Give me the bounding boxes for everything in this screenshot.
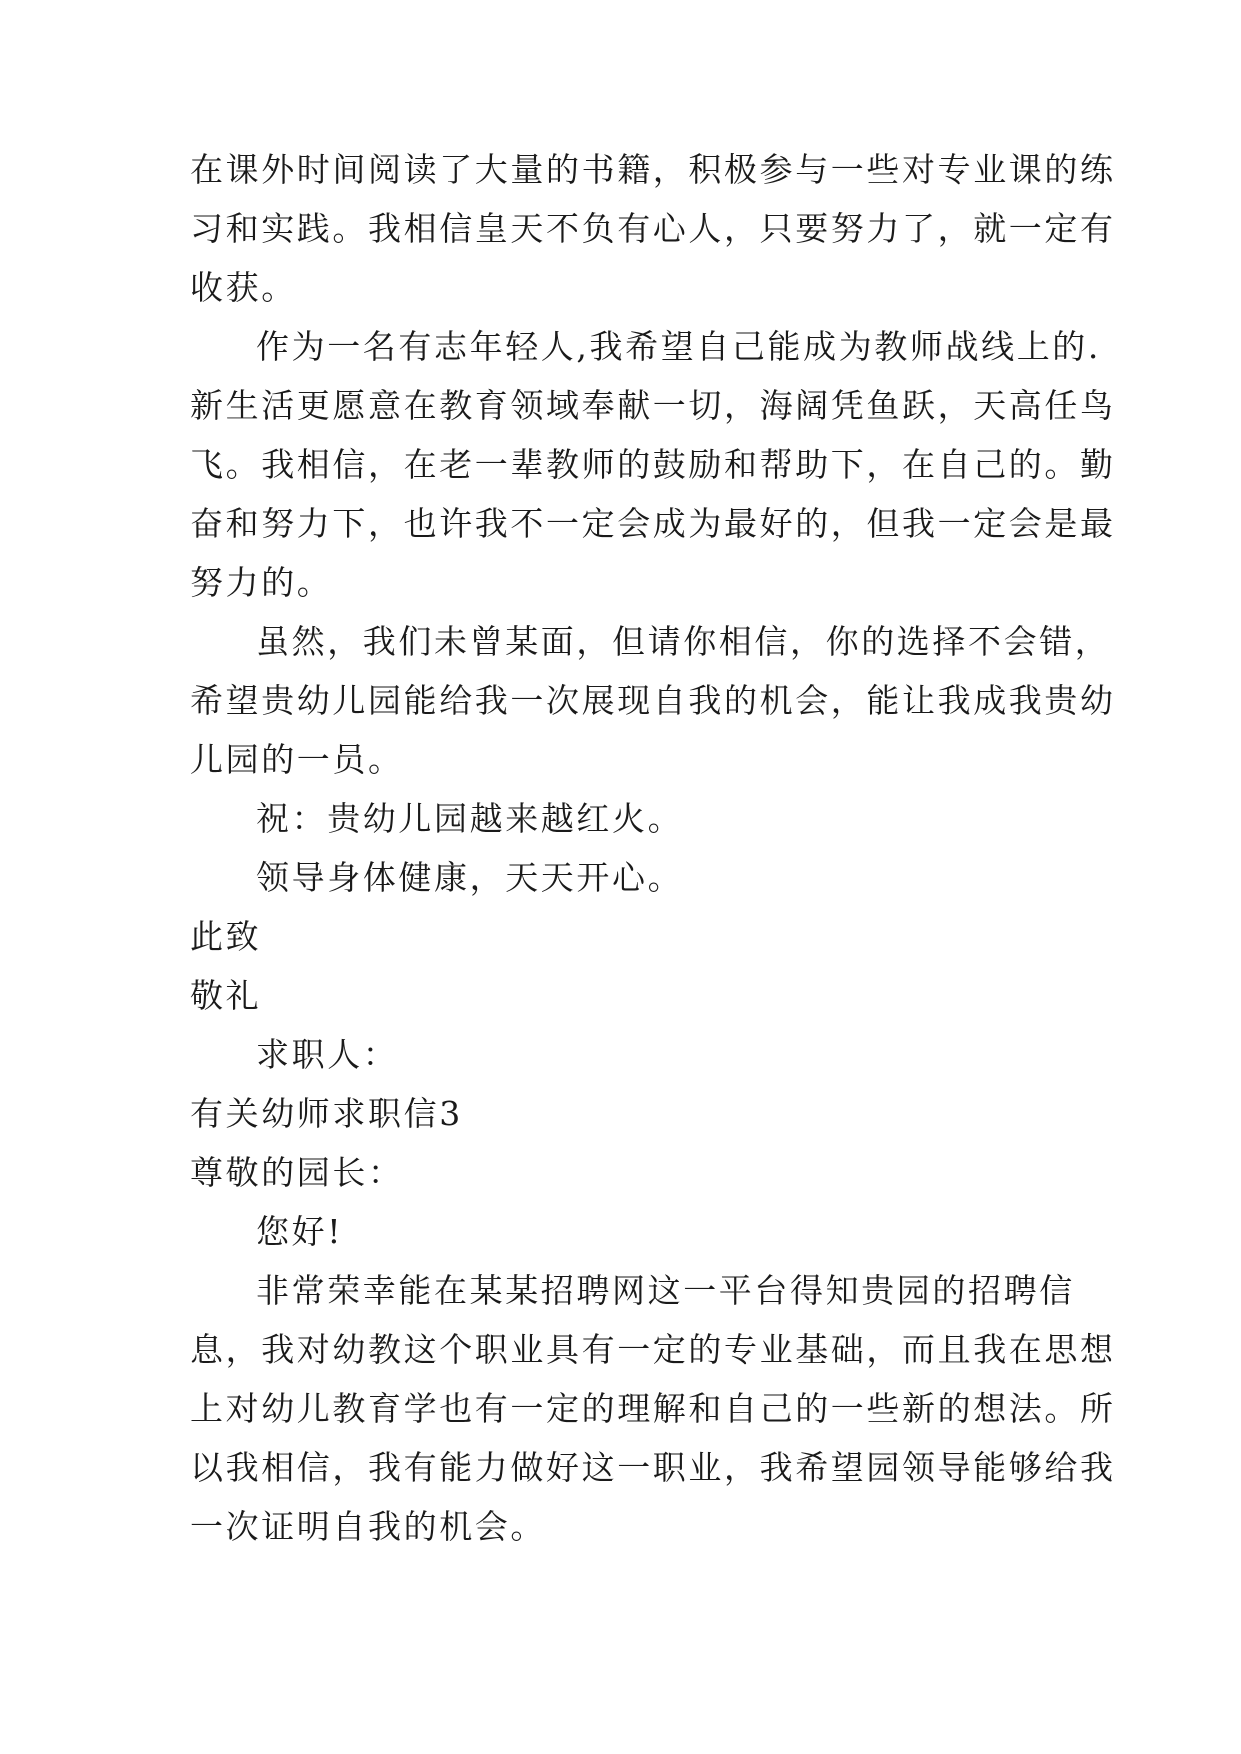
text-line: 祝：贵幼儿园越来越红火。: [256, 799, 684, 838]
text-line: 习和实践。我相信皇天不负有心人，只要努力了，就一定有: [190, 209, 1116, 248]
text-line: 儿园的一员。: [190, 740, 404, 779]
text-line: 作为一名有志年轻人,我希望自己能成为教师战线上的.: [256, 327, 1101, 366]
text-line: 努力的。: [190, 563, 333, 602]
text-line: 一次证明自我的机会。: [190, 1507, 546, 1546]
text-line: 领导身体健康，天天开心。: [256, 858, 684, 897]
greeting: 您好!: [256, 1212, 344, 1251]
text-line: 奋和努力下，也许我不一定会成为最好的，但我一定会是最: [190, 504, 1116, 543]
text-line: 飞。我相信，在老一辈教师的鼓励和帮助下，在自己的。勤: [190, 445, 1116, 484]
signature-line: 求职人：: [256, 1035, 399, 1074]
text-line: 新生活更愿意在教育领域奉献一切，海阔凭鱼跃，天高任鸟: [190, 386, 1116, 425]
text-line: 上对幼儿教育学也有一定的理解和自己的一些新的想法。所: [190, 1389, 1116, 1428]
salutation: 尊敬的园长：: [190, 1153, 404, 1192]
text-line: 以我相信，我有能力做好这一职业，我希望园领导能够给我: [190, 1448, 1116, 1487]
text-line: 希望贵幼儿园能给我一次展现自我的机会，能让我成我贵幼: [190, 681, 1116, 720]
text-line: 在课外时间阅读了大量的书籍，积极参与一些对专业课的练: [190, 150, 1116, 189]
text-line: 息，我对幼教这个职业具有一定的专业基础，而且我在思想: [190, 1330, 1116, 1369]
text-line: 虽然，我们未曾某面，但请你相信，你的选择不会错，: [256, 622, 1111, 661]
closing-line: 敬礼: [190, 976, 262, 1015]
text-line: 收获。: [190, 268, 297, 307]
closing-line: 此致: [190, 917, 262, 956]
text-line: 非常荣幸能在某某招聘网这一平台得知贵园的招聘信: [256, 1271, 1075, 1310]
section-title: 有关幼师求职信3: [190, 1094, 463, 1133]
